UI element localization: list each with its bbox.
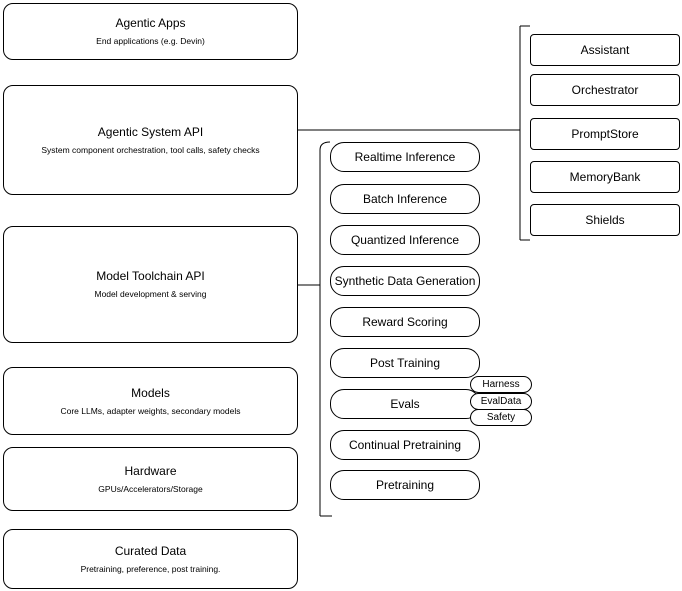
node-title: Models — [131, 385, 170, 400]
node-title: Orchestrator — [571, 82, 639, 97]
node-safety[interactable] — [470, 409, 532, 426]
node-post-training[interactable] — [330, 348, 480, 378]
node-memorybank[interactable] — [530, 161, 680, 193]
node-curated-data[interactable] — [3, 529, 298, 589]
node-title: Reward Scoring — [362, 314, 448, 329]
node-quantized-inference[interactable] — [330, 225, 480, 255]
node-subtitle: Core LLMs, adapter weights, secondary models — [60, 405, 241, 416]
node-title: PromptStore — [571, 126, 639, 141]
node-title: Post Training — [369, 355, 441, 370]
node-title: Shields — [585, 212, 625, 227]
node-orchestrator[interactable] — [530, 74, 680, 106]
node-subtitle: Pretraining, preference, post training. — [80, 563, 221, 574]
node-title: Evals — [390, 396, 420, 411]
node-title: Agentic System API — [97, 124, 204, 139]
node-title: Pretraining — [375, 477, 435, 492]
node-title: Harness — [482, 378, 520, 390]
node-evaldata[interactable] — [470, 393, 532, 410]
node-agentic-system-api[interactable] — [3, 85, 298, 195]
node-title: EvalData — [480, 395, 522, 407]
node-title: Assistant — [580, 42, 630, 57]
node-pretraining[interactable] — [330, 470, 480, 500]
node-subtitle: End applications (e.g. Devin) — [96, 36, 205, 46]
node-realtime-inference[interactable] — [330, 142, 480, 172]
node-subtitle: Model development & serving — [94, 289, 207, 299]
node-subtitle: System component orchestration, tool calls, safety checks — [41, 144, 260, 155]
node-promptstore[interactable] — [530, 118, 680, 150]
node-title: Synthetic Data Generation — [334, 273, 476, 288]
node-synthetic-data-generation[interactable] — [330, 266, 480, 296]
node-models[interactable] — [3, 367, 298, 435]
node-continual-pretraining[interactable] — [330, 430, 480, 460]
node-evals[interactable] — [330, 389, 480, 419]
node-shields[interactable] — [530, 204, 680, 236]
node-title: Curated Data — [114, 543, 187, 558]
node-model-toolchain-api[interactable] — [3, 226, 298, 343]
node-reward-scoring[interactable] — [330, 307, 480, 337]
node-agentic-apps[interactable] — [3, 3, 298, 60]
node-hardware[interactable] — [3, 447, 298, 511]
node-assistant[interactable] — [530, 34, 680, 66]
node-harness[interactable] — [470, 376, 532, 393]
node-batch-inference[interactable] — [330, 184, 480, 214]
node-title: Agentic Apps — [115, 16, 186, 30]
node-title: Continual Pretraining — [348, 437, 462, 452]
node-title: Quantized Inference — [350, 232, 460, 247]
node-subtitle: GPUs/Accelerators/Storage — [98, 483, 203, 494]
node-title: Safety — [486, 411, 516, 423]
node-title: Batch Inference — [362, 191, 448, 206]
node-title: MemoryBank — [569, 169, 641, 184]
node-title: Realtime Inference — [354, 149, 456, 164]
node-title: Hardware — [124, 463, 177, 478]
node-title: Model Toolchain API — [96, 269, 205, 283]
